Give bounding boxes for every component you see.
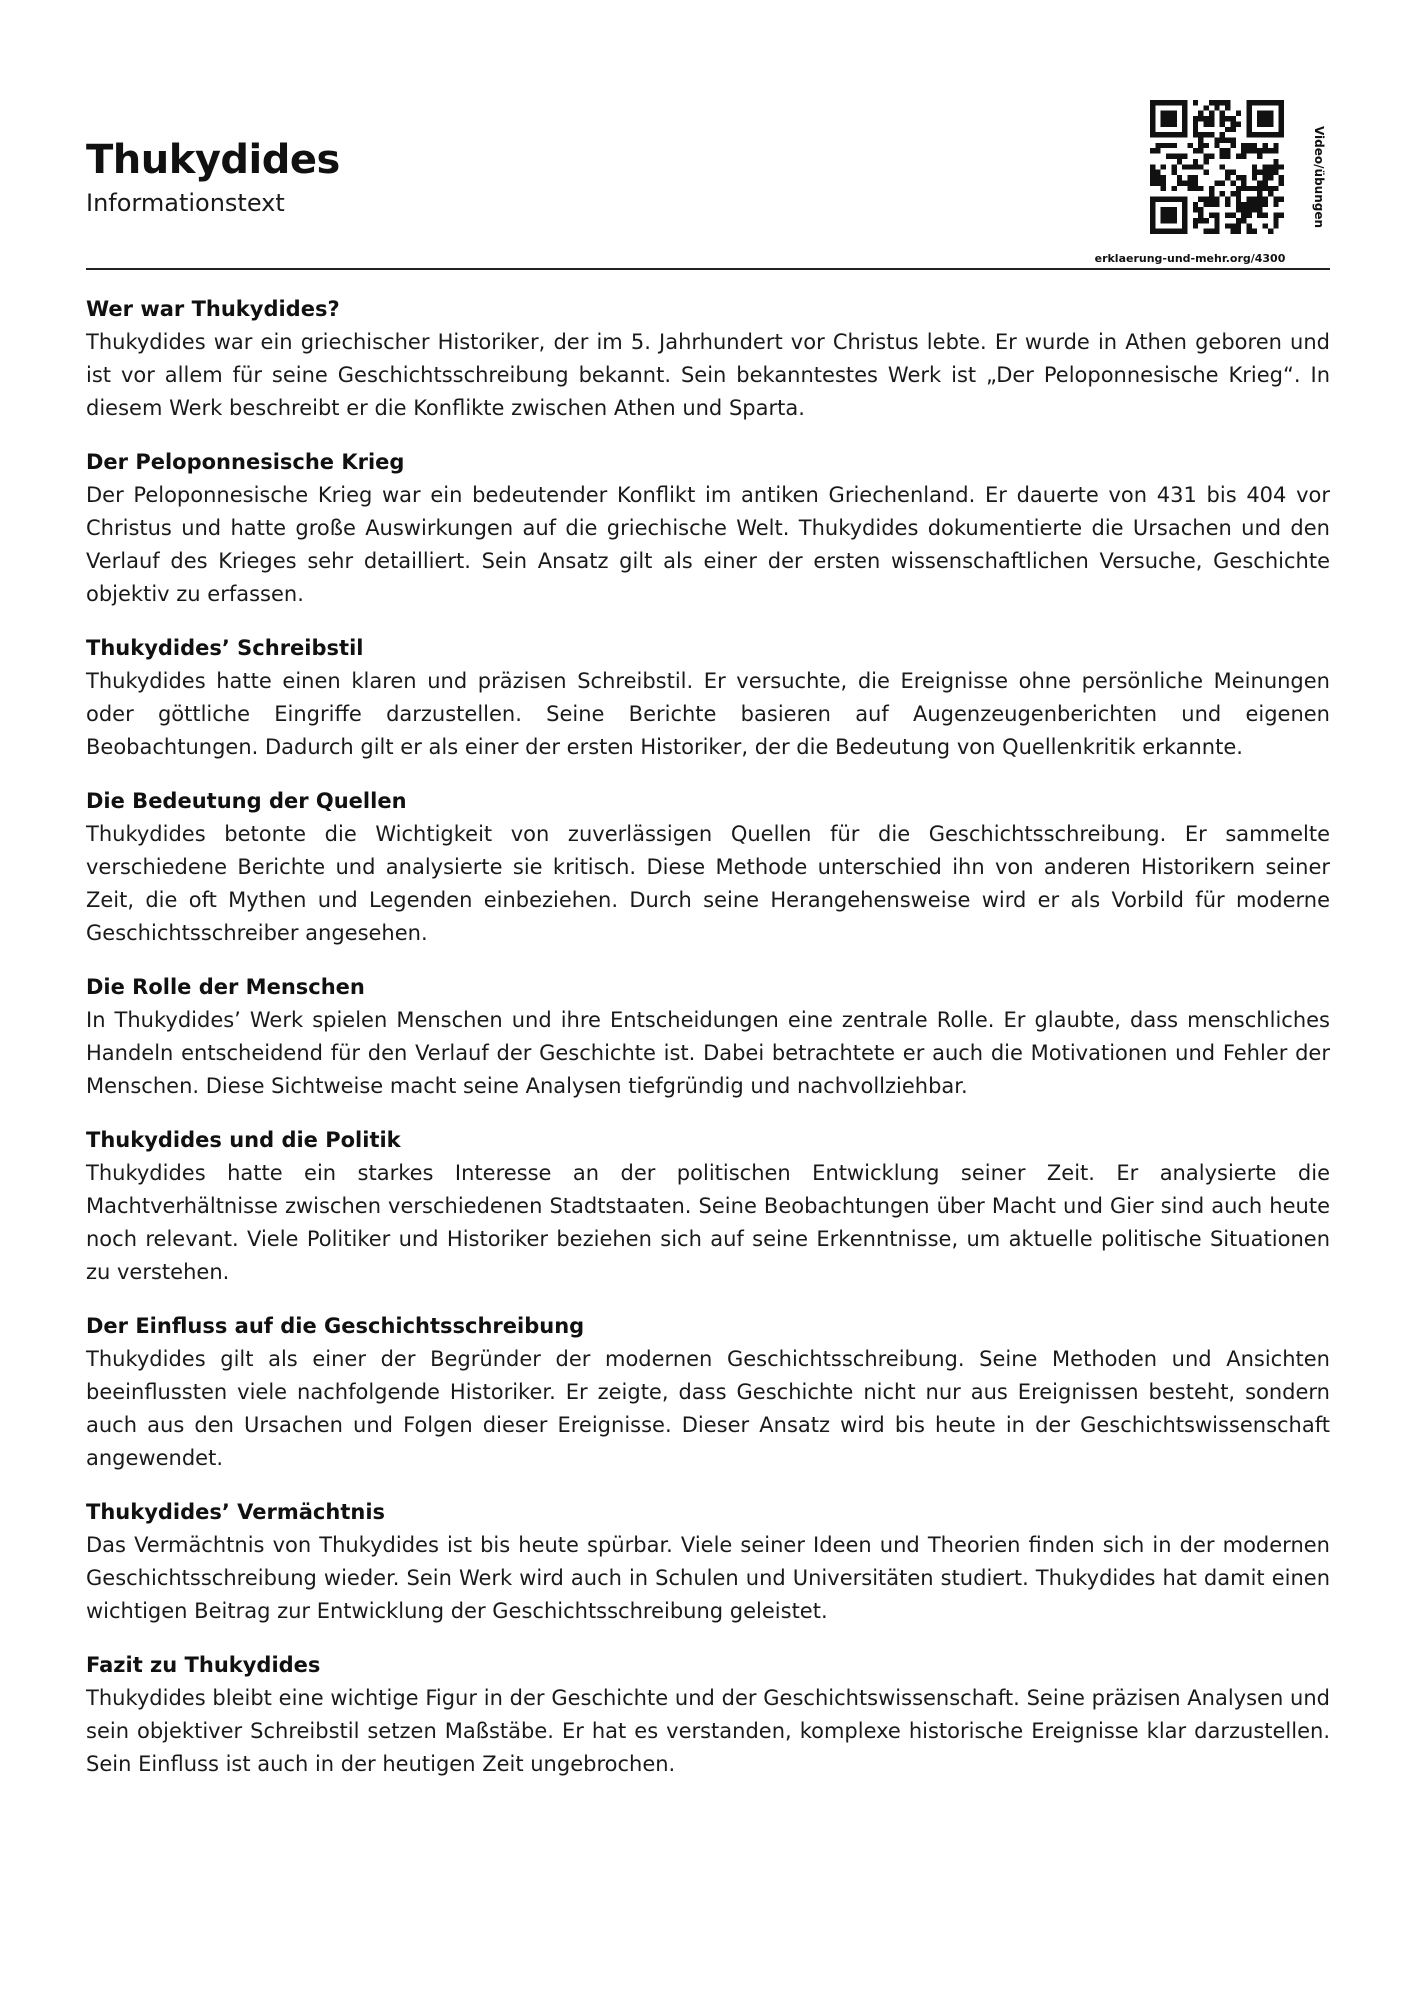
qr-code-icon[interactable] bbox=[1150, 100, 1284, 234]
section-paragraph: Der Peloponnesische Krieg war ein bedeutender Konflikt im antiken Griechenland. Er dauerte von 431 bis 404 vor Christus und hatte große Auswirkungen auf die griechische Welt. Thukydides dokumentierte die Ursachen und den Verlauf des Krieges sehr detailliert. Sein Ansatz gilt als einer der ersten wissenschaftlichen Versuche, Geschichte objektiv zu erfassen. bbox=[86, 483, 1330, 606]
section-schreibstil bbox=[86, 631, 1330, 764]
page-subtitle: Informationstext bbox=[86, 189, 285, 217]
section-heading: Thukydides und die Politik bbox=[86, 1128, 401, 1152]
header-divider bbox=[86, 268, 1330, 270]
section-wer-war-thukydides bbox=[86, 292, 1330, 425]
section-vermaechtnis bbox=[86, 1495, 1330, 1628]
section-heading: Die Bedeutung der Quellen bbox=[86, 789, 407, 813]
qr-side-label bbox=[1305, 122, 1333, 232]
section-paragraph: Thukydides gilt als einer der Begründer der modernen Geschichtsschreibung. Seine Methoden und Ansichten beeinflussten viele nachfolgende Historiker. Er zeigte, dass Geschichte nicht nur aus Ereignissen besteht, sondern auch aus den Ursachen und Folgen dieser Ereignisse. Dieser Ansatz wird bis heute in der Geschichtswissenschaft angewendet. bbox=[86, 1347, 1330, 1470]
section-paragraph: Das Vermächtnis von Thukydides ist bis heute spürbar. Viele seiner Ideen und Theorien finden sich in der modernen Geschichtsschreibung wieder. Sein Werk wird auch in Schulen und Universitäten studiert. Thukydides hat damit einen wichtigen Beitrag zur Entwicklung der Geschichtsschreibung geleistet. bbox=[86, 1533, 1330, 1623]
page-title: Thukydides bbox=[86, 137, 340, 183]
section-paragraph: Thukydides bleibt eine wichtige Figur in der Geschichte und der Geschichtswissenschaft. Seine präzisen Analysen und sein objektiver Schreibstil setzen Maßstäbe. Er hat es verstanden, komplexe historische Ereignisse klar darzustellen. Sein Einfluss ist auch in der heutigen Zeit ungebrochen. bbox=[86, 1686, 1330, 1776]
section-politik bbox=[86, 1123, 1330, 1289]
section-paragraph: Thukydides hatte ein starkes Interesse an der politischen Entwicklung seiner Zeit. Er analysierte die Machtverhältnisse zwischen verschiedenen Stadtstaaten. Seine Beobachtungen über Macht und Gier sind auch heute noch relevant. Viele Politiker und Historiker beziehen sich auf seine Erkenntnisse, um aktuelle politische Situationen zu verstehen. bbox=[86, 1161, 1330, 1284]
section-paragraph: Thukydides hatte einen klaren und präzisen Schreibstil. Er versuchte, die Ereignisse ohne persönliche Meinungen oder göttliche Eingriffe darzustellen. Seine Berichte basieren auf Augenzeugenberichten und eigenen Beobachtungen. Dadurch gilt er als einer der ersten Historiker, der die Bedeutung von Quellenkritik erkannte. bbox=[86, 669, 1330, 759]
section-einfluss bbox=[86, 1309, 1330, 1475]
section-rolle-der-menschen bbox=[86, 970, 1330, 1103]
section-heading: Der Peloponnesische Krieg bbox=[86, 450, 405, 474]
section-paragraph: Thukydides betonte die Wichtigkeit von zuverlässigen Quellen für die Geschichtsschreibung. Er sammelte verschiedene Berichte und analysierte sie kritisch. Diese Methode unterschied ihn von anderen Historikern seiner Zeit, die oft Mythen und Legenden einbeziehen. Durch seine Herangehensweise wird er als Vorbild für moderne Geschichtsschreiber angesehen. bbox=[86, 822, 1330, 945]
section-peloponnesischer-krieg bbox=[86, 445, 1330, 611]
section-heading: Thukydides’ Vermächtnis bbox=[86, 1500, 386, 1524]
section-heading: Fazit zu Thukydides bbox=[86, 1653, 321, 1677]
section-heading: Der Einfluss auf die Geschichtsschreibung bbox=[86, 1314, 585, 1338]
section-paragraph: Thukydides war ein griechischer Historiker, der im 5. Jahrhundert vor Christus lebte. Er wurde in Athen geboren und ist vor allem für seine Geschichtsschreibung bekannt. Sein bekanntestes Werk ist „Der Peloponnesische Krieg“. In diesem Werk beschreibt er die Konflikte zwischen Athen und Sparta. bbox=[86, 330, 1330, 420]
section-bedeutung-der-quellen bbox=[86, 784, 1330, 950]
qr-side-label-text: Video/übungen bbox=[1312, 125, 1326, 229]
section-heading: Thukydides’ Schreibstil bbox=[86, 636, 364, 660]
qr-url-link[interactable]: erklaerung-und-mehr.org/4300 bbox=[1094, 252, 1286, 265]
section-fazit bbox=[86, 1648, 1330, 1781]
section-paragraph: In Thukydides’ Werk spielen Menschen und ihre Entscheidungen eine zentrale Rolle. Er glaubte, dass menschliches Handeln entscheidend für den Verlauf der Geschichte ist. Dabei betrachtete er auch die Motivationen und Fehler der Menschen. Diese Sichtweise macht seine Analysen tiefgründig und nachvollziehbar. bbox=[86, 1008, 1330, 1098]
text-body bbox=[86, 292, 1330, 1801]
section-heading: Wer war Thukydides? bbox=[86, 297, 340, 321]
section-heading: Die Rolle der Menschen bbox=[86, 975, 365, 999]
